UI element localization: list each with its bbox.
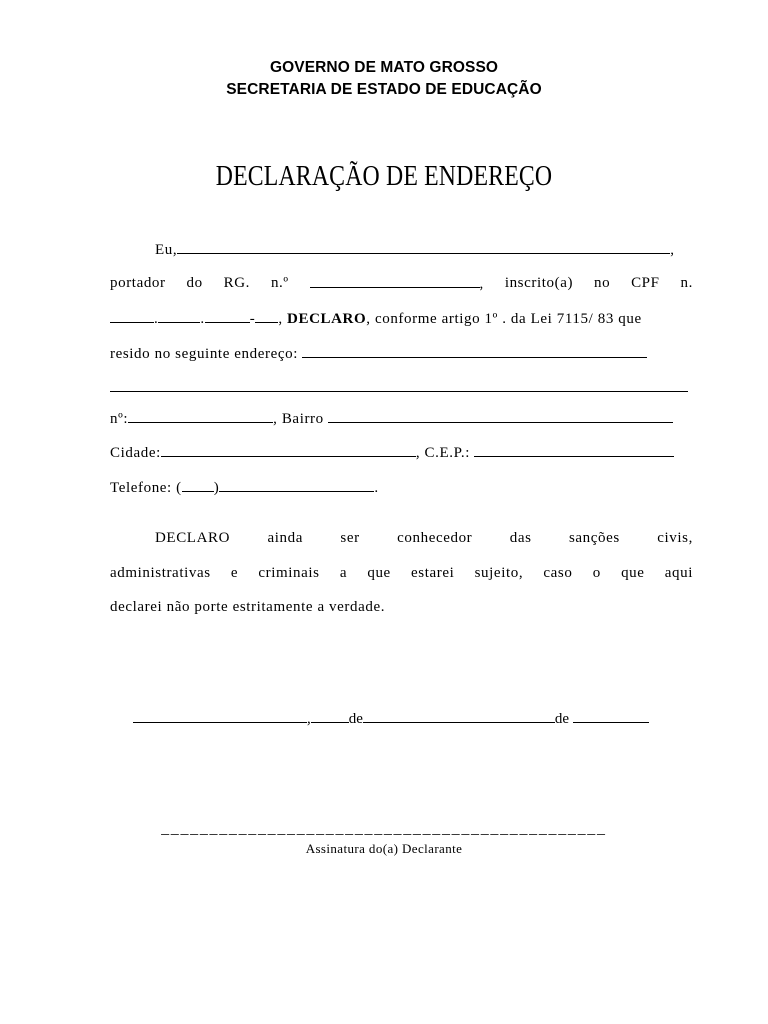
year-blank[interactable] — [573, 707, 649, 723]
place-blank[interactable] — [133, 707, 307, 723]
cep-blank[interactable] — [474, 441, 674, 457]
line-declarei: declarei não porte estritamente a verdade. — [110, 599, 386, 615]
eu-label: Eu, — [155, 242, 178, 258]
line-declaro-ainda: DECLARO ainda ser conhecedor das sanções civis, — [155, 530, 693, 546]
number-label: nº: — [110, 411, 129, 427]
header-government: GOVERNO DE MATO GROSSO — [269, 59, 499, 76]
phone-area-blank[interactable] — [182, 476, 214, 492]
line-city-cep — [110, 441, 674, 463]
cpf-blank-1[interactable] — [110, 307, 154, 323]
line-address — [110, 342, 647, 364]
line-rg-cpf: portador do RG. n.º , inscrito(a) no CPF n. — [110, 272, 693, 294]
month-blank[interactable] — [363, 707, 555, 723]
line-administrativas: administrativas e criminais a que estarei sujeito, caso o que aqui — [110, 565, 693, 581]
header-secretariat: SECRETARIA DE ESTADO DE EDUCAÇÃO — [226, 81, 542, 98]
cpf-blank-3[interactable] — [205, 307, 250, 323]
address-blank[interactable] — [302, 342, 647, 358]
city-label: Cidade: — [110, 445, 161, 461]
signature-label: Assinatura do(a) Declarante — [305, 841, 463, 856]
address-label: resido no seguinte endereço: — [110, 346, 298, 362]
signature-line[interactable]: ______________________________________________ — [161, 819, 607, 835]
day-blank[interactable] — [311, 707, 349, 723]
bairro-label: , Bairro — [273, 411, 324, 427]
rg-blank[interactable] — [310, 272, 480, 288]
phone-label: Telefone: ( — [110, 480, 182, 496]
bairro-blank[interactable] — [328, 407, 673, 423]
cpf-blank-4[interactable] — [255, 307, 278, 323]
date-line: , de de — [133, 707, 649, 730]
line-number-bairro — [110, 407, 673, 429]
cep-label: , C.E.P.: — [415, 445, 471, 461]
cpf-blank-2[interactable] — [158, 307, 200, 323]
city-blank[interactable] — [161, 441, 416, 457]
line-address-continued — [110, 376, 688, 398]
line-eu: Eu, , — [155, 238, 675, 260]
number-blank[interactable] — [128, 407, 273, 423]
name-blank[interactable] — [177, 238, 670, 254]
declaro-bold: DECLARO — [287, 311, 367, 327]
line-phone: Telefone: ( ) . — [110, 476, 379, 498]
line-cpf-declaro: . . - , DECLARO, conforme artigo 1º . da Lei 7115/ 83 que — [110, 307, 642, 329]
document-title: DECLARAÇÃO DE ENDEREÇO — [215, 160, 553, 192]
address-blank-2[interactable] — [110, 376, 688, 392]
phone-number-blank[interactable] — [219, 476, 374, 492]
